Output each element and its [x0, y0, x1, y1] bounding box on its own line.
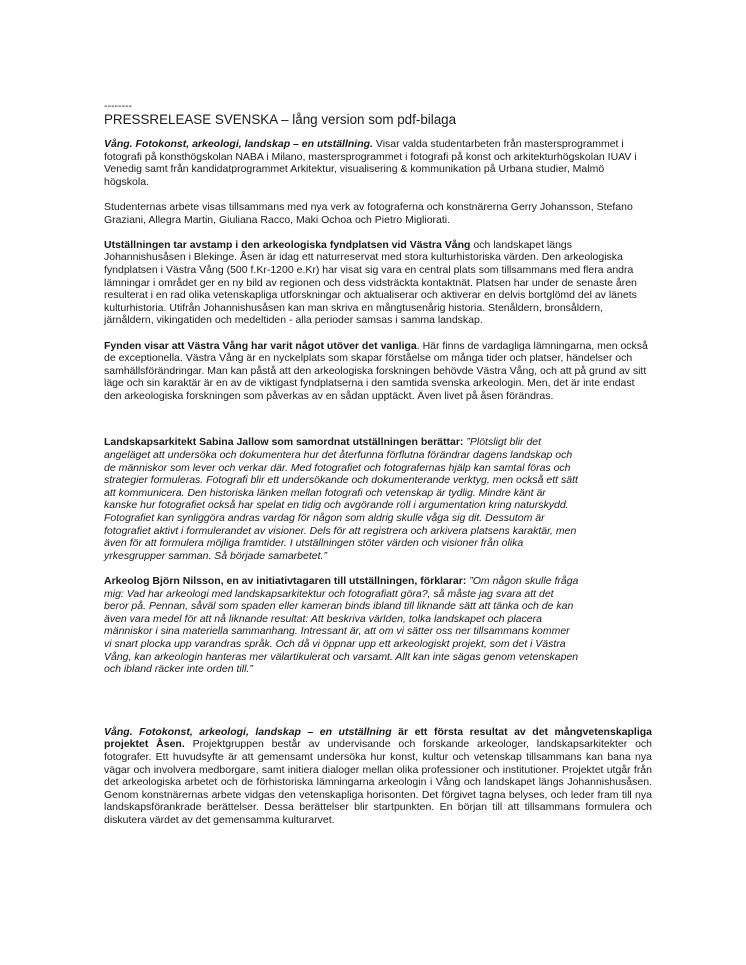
intro-text: Visar valda studentarbeten från mastersprogrammet i fotografi på konsthögskolan NABA i Milano, mastersprogrammet i fotografi på konst och arkitekturhögskolan IUAV i Venedig samt från kandidatprogrammet Arkitektur, visualisering & kommunikation på Urbana studier, Malmö högskola.: [104, 138, 637, 188]
artists-paragraph: Studenternas arbete visas tillsammans med nya verk av fotograferna och konstnärerna Gerry Johansson, Stefano Graziani, Allegra Martin, Giuliana Racco, Maki Ochoa och Pietro Migliorati.: [104, 200, 633, 226]
quote2-text: ”Om någon skulle fråga mig: Vad har arkeologi med landskapsarkitektur och fotografiatt göra?, så måste jag svara att det beror på. Pennan, såväl som spaden eller kameran binds ibland till liknande sätt att tänka och de kan även vara medel för att nå liknande resultat: Att beskriva världen, tolka landskapet och placera människor i sina materiella sammanhang. Intressant är, att om vi sätter oss ner tillsammans kommer vi snart plocka upp varandras språk. Och då vi öppnar upp ett arkeologiskt projekt, som det i Västra Vång, kan arkeologin hanteras mer välartikulerat och varsamt. Allt kan inte sägas genom vetenskapen och ibland räcker inte orden till.”: [104, 575, 579, 676]
site-lead: Utställningen tar avstamp i den arkeologiska fyndplatsen vid Västra Vång: [104, 238, 471, 251]
project-title-italic: Vång. Fotokonst, arkeologi, landskap – en utställning: [104, 725, 392, 738]
quote-bjorn-nilsson: [104, 575, 580, 676]
quote-sabina-jallow: [104, 436, 580, 562]
intro-paragraph: [104, 138, 652, 188]
project-title-bold: är ett första resultat av det mångvetenskapliga projektet Åsen.: [104, 725, 652, 751]
project-text: Projektgruppen består av undervisande och forskande arkeologer, landskapsarkitekter och fotografer. Ett huvudsyfte är att gemensamt undersöka hur konst, kultur och vetenskap tillsammans kan bana nya vägar och involvera medborgare, samt initiera dialoger mellan olika professioner och institutioner. Projektet utgår från det arkeologiska arbetet och de förhistoriska lämningarna arkeologin i Vång och landskapet längs Johannishusåsen. Genom konstnärernas arbete vidgas den vetenskapliga horisonten. Det förgivet tagna belyses, och leder fram till nya landskapsförankrade berättelser. Dessa berättelser blir startpunkten. En början till att tillsammans formulera och diskutera värdet av det gemensamma kulturarvet.: [104, 738, 653, 826]
separator-line: --------: [104, 100, 132, 112]
site-paragraph: [104, 239, 652, 327]
findings-text: . Här finns de vardagliga lämningarna, men också de exceptionella. Västra Vång är en nyckelplats som skapar förståelse om många tider och platser, händelser och samhällsförändringar. Man kan påstå att den arkeologiska forskningen behövde Västra Vång, och att på grund av sitt läge och sin karaktär är en av de viktigast fyndplatserna i den samtida svenska arkeologin. Men, det är inte endast den arkeologiska forskningen som påverkas av en sådan upptäckt. Även livet på åsen förändras.: [104, 339, 648, 402]
findings-lead: Fynden visar att Västra Vång har varit något utöver det vanliga: [104, 339, 417, 352]
quote1-lead: Landskapsarkitekt Sabina Jallow som samordnat utställningen berättar:: [104, 436, 464, 449]
exhibition-title-lead: Vång. Fotokonst, arkeologi, landskap – en utställning.: [104, 138, 373, 150]
quote2-lead: Arkeolog Björn Nilsson, en av initiativtagaren till utställningen, förklarar:: [104, 575, 467, 587]
project-paragraph: [104, 726, 652, 827]
press-release-page: [104, 100, 652, 839]
page-title: PRESSRELEASE SVENSKA – lång version som pdf-bilaga: [104, 112, 457, 127]
quote1-text: ”Plötsligt blir det angeläget att undersöka och dokumentera hur det återfunna förflutna förändrar dagens landskap och de människor som lever och verkar där. Med fotografiet och fotografernas hjälp kan samtal föras och strategier formuleras. Fotografi blir ett undersökande och dokumenterande verktyg, men också ett sätt att kommunicera. Den historiska länken mellan fotografi och vetenskap är tydlig. Mindre känt är kanske hur fotografiet också har spelat en tidig och avgörande roll i argumentation kring naturskydd. Fotografiet kan synliggöra andras vardag för någon som aldrig skulle våga sig dit. Dessutom är fotografiet aktivt i formulerandet av visioner. Dels för att registrera och arkivera platsens karaktär, men även för att formulera möjliga framtider. I utställningen stöter värden och visioner från olika yrkesgrupper samman. Så började samarbetet.”: [104, 436, 578, 562]
site-text: och landskapet längs Johannishusåsen i Blekinge. Åsen är idag ett naturreservat med stora kulturhistoriska värden. Den arkeologiska fyndplatsen i Västra Vång (500 f.Kr-1200 e.Kr) har visat sig vara en central plats som tillsammans med flera andra lämningar i området ger en ny bild av regionen och dess vidsträckta kontaktnät. Platsen har under de senaste åren resulterat i en rad olika vetenskapliga utforskningar och aktualiserar och aktiverar en delvis bortglömd del av länets kulturhistoria. Utifrån Johannishusåsen kan man skriva en mångtusenårig historia. Stenåldern, bronsåldern, järnåldern, vikingatiden och medeltiden - alla perioder samsas i samma landskap.: [104, 238, 637, 327]
findings-paragraph: [104, 340, 652, 403]
